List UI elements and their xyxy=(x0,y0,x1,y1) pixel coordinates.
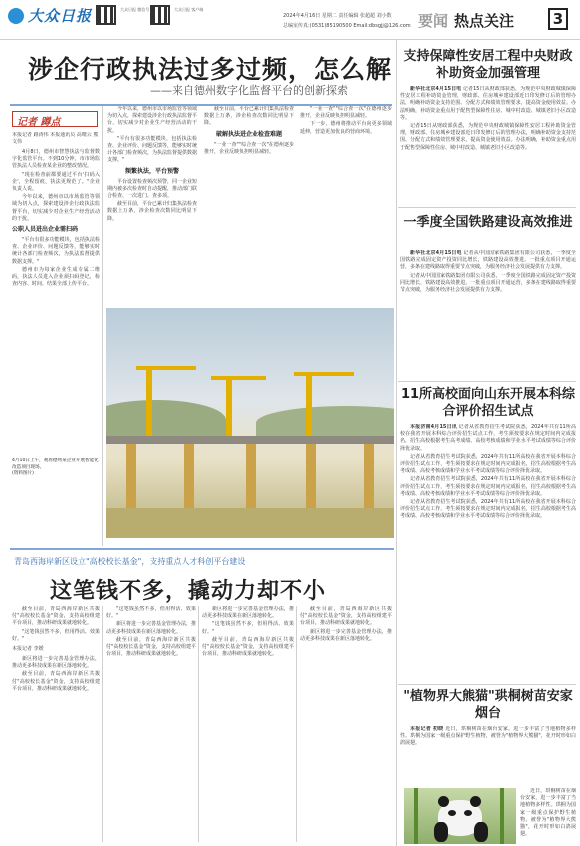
lead-column-3 xyxy=(204,106,294,304)
paragraph: 记者从省教育招生考试院获悉，2024年共有11所高校在我省开展本科综合评价招生试点工作，考生须按要求在规定时间内完成报名，招生高校根据考生高考成绩、高校考核成绩和学业水平考试成绩等综合评价择优录取。 xyxy=(400,499,576,520)
column-kicker: 记者 蹲点 xyxy=(12,111,98,127)
qr2-label: 大众日报 客户端 xyxy=(174,7,204,12)
photo-credit: (资料图片) xyxy=(12,471,34,477)
paragraph: 截至目前，平台已累计归集执法检查数据上万条，涉企检查次数同比明显下降。 xyxy=(107,201,197,222)
section-subhead: 公职人员进出企业需扫码 xyxy=(12,226,79,234)
paper-logo-icon xyxy=(8,8,24,24)
lead-column-4 xyxy=(300,106,392,304)
paragraph: 新区将进一步完善基金管理办法，推动更多科技成果在新区落地转化。 xyxy=(300,628,392,642)
paragraph: 截至目前，平台已累计归集执法检查数据上万条，涉企检查次数同比明显下降。 xyxy=(204,106,294,127)
paragraph: 记者从中国国家铁路集团有限公司获悉，一季度全国铁路完成固定资产投资同比增长，铁路建设高效推进。一批重点项目开通运营，多条在建线路取得重要节点突破，为服务经济社会发展提供有力支撑。 xyxy=(400,250,576,271)
section-subhead: 破解执法进企业检查难题 xyxy=(215,130,282,138)
paragraph: 今年以来，德州市以市场监管等领域为切入点，探索建设涉企行政执法监督平台，切实减少对企业生产经营活动的干扰。 xyxy=(107,106,197,134)
paragraph: "这笔钱虽然不多，但用得活、效果好。" xyxy=(106,606,196,620)
paragraph: 德州市为每家企业生成专属二维码，执法人员进入企业须扫码登记，检查内容、时间、结果全部上传平台。 xyxy=(12,266,100,288)
paragraph: 截至目前，青岛西海岸新区共拨付"高校校长基金"资金，支持高校组建平台项目，推动科研成果就地转化。 xyxy=(12,606,100,627)
page-number: 3 xyxy=(548,8,568,30)
article-dove-tree xyxy=(400,726,576,786)
headline-housing-funds: 支持保障性安居工程中央财政补助资金加强管理 xyxy=(403,49,573,81)
bottom-byline: 本报记者 李媛 xyxy=(12,646,44,653)
paragraph: "一业一查""综合查一次"在德州逐步推开，企业反映负担明显减轻。 xyxy=(300,106,392,120)
paragraph: "现在检查前都要通过平台'扫码入企'，全程留痕，执法更规范了。"企业负责人说。 xyxy=(12,171,100,193)
dateline: 本报记者 初晓 xyxy=(410,726,444,732)
paragraph: "平台有很多功能模块，包括执法检查、企业评价、问题反馈等，能够实时统计各部门检查频次，为执法监督提供数据支撑。" xyxy=(12,237,100,265)
paragraph: 截至目前，青岛西海岸新区共拨付"高校校长基金"资金，支持高校组建平台项目，推动科研成果就地转化。 xyxy=(300,606,392,627)
paragraph: "一业一查""综合查一次"在德州逐步推开，企业反映负担明显减轻。 xyxy=(204,141,294,155)
bottom-column-3 xyxy=(202,606,294,842)
article-universities xyxy=(400,424,576,682)
headline-railway: 一季度全国铁路建设高效推进 xyxy=(403,215,573,230)
paragraph: 记者从省教育招生考试院获悉，2024年共有11所高校在我省开展本科综合评价招生试点工作，考生须按要求在规定时间内完成报名，招生高校根据考生高考成绩、高校考核成绩和学业水平考试成绩等综合评价择优录取。 xyxy=(400,424,576,452)
article-railway xyxy=(400,250,576,380)
lead-subheadline: ——来自德州数字化监督平台的创新探索 xyxy=(150,84,348,97)
paragraph: 今年以来，德州市以市场监管等领域为切入点，探索建设涉企行政执法监督平台，切实减少对企业生产经营活动的干扰。 xyxy=(12,194,100,222)
paragraph: "这笔钱虽然不多，但用得活、效果好。" xyxy=(202,621,294,635)
section-name: 要闻 xyxy=(418,12,449,30)
paragraph: 新区将进一步完善基金管理办法，推动更多科技成果在新区落地转化。 xyxy=(12,656,100,670)
paragraph: 截至目前，青岛西海岸新区共拨付"高校校长基金"资金，支持高校组建平台项目，推动科研成果就地转化。 xyxy=(106,636,196,658)
paragraph: "这笔钱虽然不多，但用得活、效果好。" xyxy=(12,628,100,642)
dateline: 本报济南4月15日讯 xyxy=(410,424,457,430)
qr-code-icon xyxy=(96,5,116,25)
article-dove-tree-continued xyxy=(520,788,576,844)
photo-caption-box xyxy=(12,458,100,538)
paragraph: 记者15日从财政部获悉，为规范中央财政城镇保障性安居工程补助资金管理，财政部、住房城乡建设部近日印发修订后的管理办法，明确补助资金支持范围、分配方式和绩效管理要求，提高资金使用效益。办法明确，补助资金重点用于配售型保障性住房、城中村改造、城镇老旧小区改造等。 xyxy=(400,123,576,151)
paragraph: "平台有很多功能模块，包括执法检查、企业评价、问题反馈等，能够实时统计各部门检查频次，为执法监督提供数据支撑。" xyxy=(107,135,197,164)
photo-caption: 4月10日上午，观看德州某企业开展智能化改造项目现场。 xyxy=(12,458,99,470)
bridge-construction-photo xyxy=(106,308,394,538)
paper-name: 大众日报 xyxy=(28,7,93,25)
bottom-column-4 xyxy=(300,606,392,842)
paragraph: 下一步，德州将推动平台向更多领域延伸，营造更加优良的营商环境。 xyxy=(300,121,392,135)
article-housing-funds xyxy=(400,86,576,206)
paragraph: 近日，珙桐树苗在烟台安家，进一步丰富了当地植物多样性。珙桐为国家一级重点保护野生植物，被誉为"植物界大熊猫"，花开时形如白鸽展翅。 xyxy=(400,726,576,747)
paragraph: 新区将进一步完善基金管理办法，推动更多科技成果在新区落地转化。 xyxy=(106,621,196,635)
dateline: 新华社北京4月15日电 xyxy=(410,250,462,256)
bottom-column-2 xyxy=(106,606,196,842)
paragraph: 记者从省教育招生考试院获悉，2024年共有11所高校在我省开展本科综合评价招生试点工作，考生须按要求在规定时间内完成报名，招生高校根据考生高考成绩、高校考核成绩和学业水平考试成绩等综合评价择优录取。 xyxy=(400,476,576,497)
paragraph: 记者从省教育招生考试院获悉，2024年共有11所高校在我省开展本科综合评价招生试点工作，考生须按要求在规定时间内完成报名，招生高校根据考生高考成绩、高校考核成绩和学业水平考试成绩等综合评价择优录取。 xyxy=(400,453,576,475)
lead-headline: 涉企行政执法过多过频，怎么解 xyxy=(28,55,393,84)
bottom-kicker: 青岛西海岸新区设立"高校校长基金"，支持重点人才科创平台建设 xyxy=(14,557,246,566)
lead-byline: 本报记者 路涛伟 本报通讯员 高晴云 熊文伟 xyxy=(12,132,99,145)
date-line: 2024年4月16日 星期二 责任编辑 张超超 刘小数 xyxy=(283,13,392,19)
qr1-label: 大众日报 微信号 xyxy=(120,7,150,12)
paragraph: 平台设置检查频次预警，同一企业短期内被多次检查时自动提醒，推动部门联合检查、一次进门、查多项。 xyxy=(107,178,197,200)
panda-photo xyxy=(404,788,516,844)
paragraph: 4月8日，德州市智慧执法与监督数字化监管平台。不到10分钟，市市场监管执法人员检查某企业的整改情况。 xyxy=(12,149,100,170)
paragraph: 新区将进一步完善基金管理办法，推动更多科技成果在新区落地转化。 xyxy=(202,606,294,620)
masthead xyxy=(0,0,580,40)
paragraph: 记者从中国国家铁路集团有限公司获悉，一季度全国铁路完成固定资产投资同比增长，铁路建设高效推进。一批重点项目开通运营，多条在建线路取得重要节点突破，为服务经济社会发展提供有力支撑。 xyxy=(400,272,576,294)
lead-column-2 xyxy=(107,106,197,304)
paragraph: 记者15日从财政部获悉，为规范中央财政城镇保障性安居工程补助资金管理，财政部、住房城乡建设部近日印发修订后的管理办法，明确补助资金支持范围、分配方式和绩效管理要求，提高资金使用效益。办法明确，补助资金重点用于配售型保障性住房、城中村改造、城镇老旧小区改造等。 xyxy=(400,86,576,121)
section-topic: 热点关注 xyxy=(454,12,515,30)
bottom-headline: 这笔钱不多，撬动力却不小 xyxy=(50,578,327,604)
headline-universities: 11所高校面向山东开展本科综合评价招生试点 xyxy=(400,387,576,419)
paragraph: 近日，珙桐树苗在烟台安家，进一步丰富了当地植物多样性。珙桐为国家一级重点保护野生植物，被誉为"植物界大熊猫"，花开时形如白鸽展翅。 xyxy=(520,788,576,838)
contact-line: 总编室传真:(0531)85190500 Email:dbsgjj@126.com xyxy=(283,23,411,29)
paragraph: 截至目前，青岛西海岸新区共拨付"高校校长基金"资金，支持高校组建平台项目，推动科研成果就地转化。 xyxy=(202,636,294,658)
headline-dove-tree: "植物界大熊猫"珙桐树苗安家烟台 xyxy=(403,689,573,721)
section-subhead: 频繁执法，平台预警 xyxy=(124,167,179,175)
paragraph: 截至目前，青岛西海岸新区共拨付"高校校长基金"资金，支持高校组建平台项目，推动科研成果就地转化。 xyxy=(12,671,100,692)
dateline: 新华社北京4月15日电 xyxy=(410,86,462,92)
qr-code-icon xyxy=(150,5,170,25)
bottom-column-1 xyxy=(12,606,100,842)
